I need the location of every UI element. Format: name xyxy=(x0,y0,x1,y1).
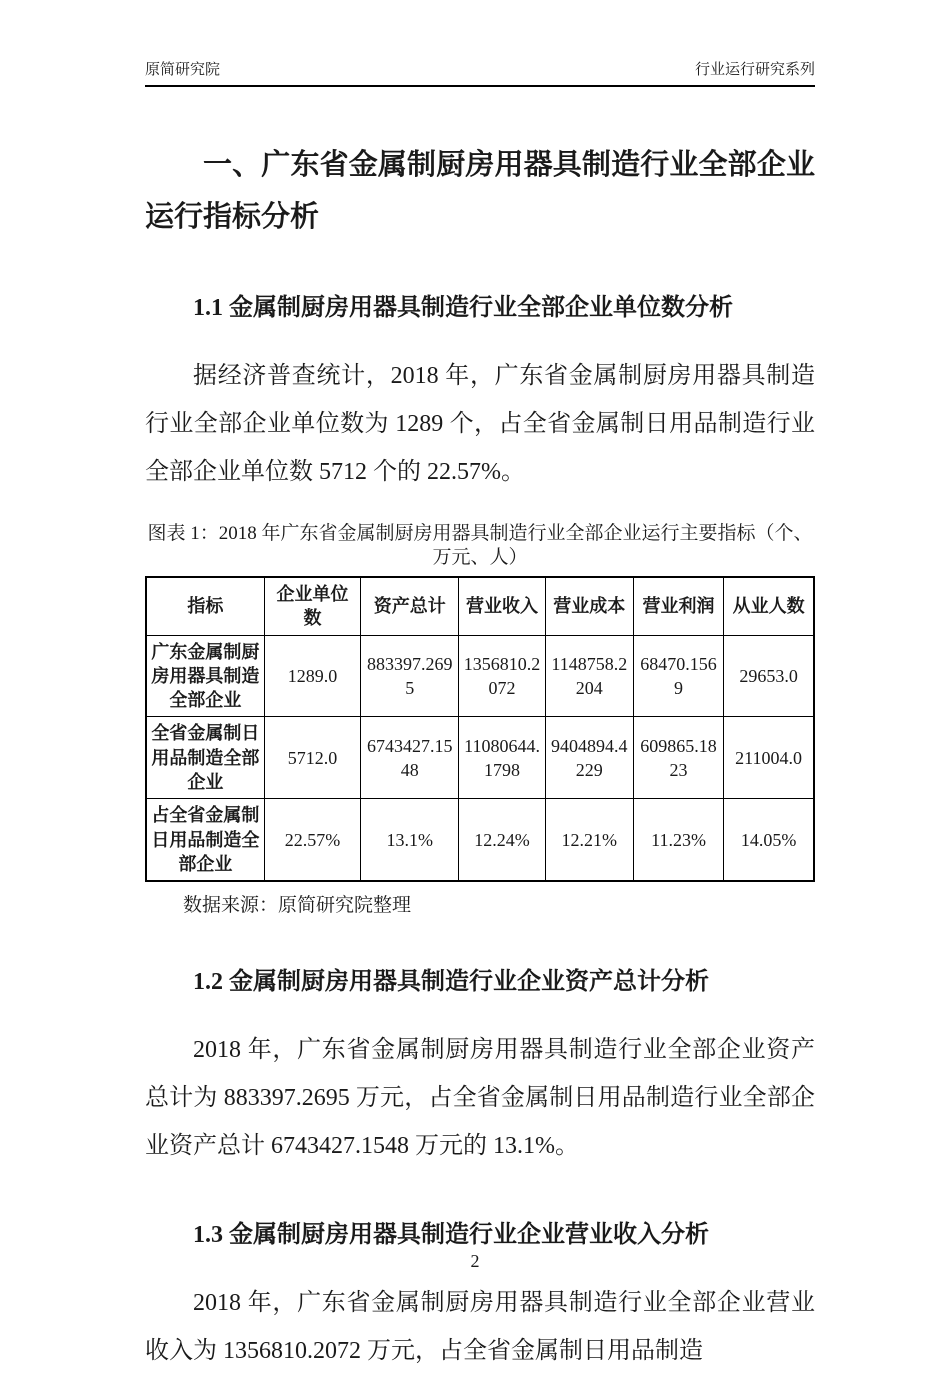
table-header-cell: 营业利润 xyxy=(633,577,723,635)
table-header-cell: 指标 xyxy=(146,577,264,635)
page-number: 2 xyxy=(470,1251,480,1271)
table-row xyxy=(146,635,814,717)
table-header-cell: 营业成本 xyxy=(545,577,633,635)
section-heading-1-3: 1.3 金属制厨房用器具制造行业企业营业收入分析 xyxy=(193,1222,709,1249)
table-header-cell: 从业人数 xyxy=(724,577,814,635)
header-left-text: 原简研究院 xyxy=(145,62,221,78)
paragraph-1-3: 2018 年，广东省金属制厨房用器具制造行业全部企业营业收入为 1356810.2072 万元，占全省金属制日用品制造 xyxy=(145,1290,815,1365)
table-cell: 9404894.4229 xyxy=(545,717,633,799)
table-cell: 22.57% xyxy=(264,799,360,881)
table-cell: 68470.1569 xyxy=(633,635,723,717)
table-cell: 1148758.2204 xyxy=(545,635,633,717)
figure-caption: 图表 1：2018 年广东省金属制厨房用器具制造行业全部企业运行主要指标（个、万元、人） xyxy=(147,523,813,568)
table-row-label: 占全省金属制日用品制造全部企业 xyxy=(146,799,264,881)
table-header-cell: 企业单位数 xyxy=(264,577,360,635)
section-heading-1-1: 1.1 金属制厨房用器具制造行业全部企业单位数分析 xyxy=(193,295,733,321)
table-cell: 12.24% xyxy=(459,799,545,881)
page-title: 一、广东省金属制厨房用器具制造行业全部企业运行指标分析 xyxy=(145,149,815,233)
table-header-row xyxy=(146,577,814,635)
table-header-cell: 资产总计 xyxy=(361,577,459,635)
table-row xyxy=(146,799,814,881)
table-cell: 1356810.2072 xyxy=(459,635,545,717)
table-row-label: 全省金属制日用品制造全部企业 xyxy=(146,717,264,799)
table-row xyxy=(146,717,814,799)
data-source-note: 数据来源：原简研究院整理 xyxy=(183,895,412,917)
page-header xyxy=(145,58,815,87)
table-cell: 12.21% xyxy=(545,799,633,881)
table-cell: 609865.1823 xyxy=(633,717,723,799)
table-cell: 14.05% xyxy=(724,799,814,881)
table-header-cell: 营业收入 xyxy=(459,577,545,635)
paragraph-1-1: 据经济普查统计，2018 年，广东省金属制厨房用器具制造行业全部企业单位数为 1289 个，占全省金属制日用品制造行业全部企业单位数 5712 个的 22.57%。 xyxy=(145,363,815,485)
table-cell: 13.1% xyxy=(361,799,459,881)
table-row-label: 广东金属制厨房用器具制造全部企业 xyxy=(146,635,264,717)
table-cell: 883397.2695 xyxy=(361,635,459,717)
table-cell: 5712.0 xyxy=(264,717,360,799)
table-cell: 29653.0 xyxy=(724,635,814,717)
paragraph-1-2: 2018 年，广东省金属制厨房用器具制造行业全部企业资产总计为 883397.2695 万元，占全省金属制日用品制造行业全部企业资产总计 6743427.1548 万元的 13.1%。 xyxy=(145,1037,815,1160)
section-heading-1-2: 1.2 金属制厨房用器具制造行业企业资产总计分析 xyxy=(193,969,709,996)
table-cell: 11.23% xyxy=(633,799,723,881)
header-right-text: 行业运行研究系列 xyxy=(694,62,815,78)
table-cell: 211004.0 xyxy=(724,717,814,799)
table-cell: 6743427.1548 xyxy=(361,717,459,799)
table-cell: 1289.0 xyxy=(264,635,360,717)
table-cell: 11080644.1798 xyxy=(459,717,545,799)
data-table xyxy=(145,576,815,882)
